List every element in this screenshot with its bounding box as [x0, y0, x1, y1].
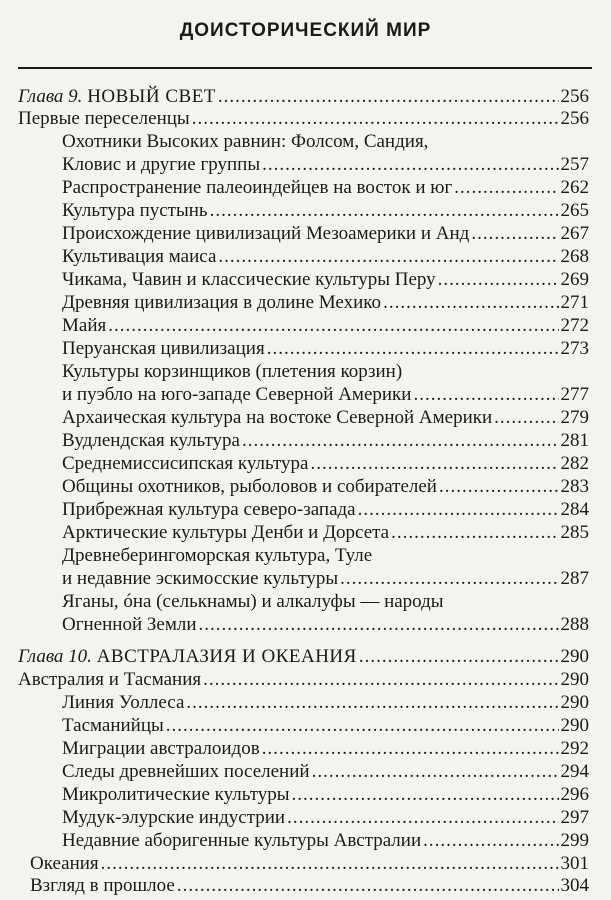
- toc-entry[interactable]: [0, 613, 611, 637]
- page-number: 272: [560, 315, 589, 336]
- entry-title: Перуанская цивилизация: [62, 338, 265, 359]
- toc-entry[interactable]: [0, 475, 611, 499]
- page-number: 290: [560, 715, 589, 736]
- toc-entry[interactable]: [0, 452, 611, 476]
- toc-entry[interactable]: [0, 521, 611, 545]
- entry-title: Взгляд в прошлое: [30, 875, 175, 896]
- leader-dots: [262, 153, 558, 177]
- entry-title: Австралия и Тасмания: [18, 669, 202, 690]
- leader-dots: [108, 314, 558, 338]
- entry-title: Кловис и другие группы: [62, 154, 261, 175]
- toc-entry[interactable]: [0, 268, 611, 292]
- leader-dots: [242, 429, 559, 453]
- page-number: 304: [560, 875, 589, 896]
- page-number: 290: [560, 692, 589, 713]
- leader-dots: [454, 176, 558, 200]
- toc-entry[interactable]: [0, 153, 611, 177]
- toc-entry-first-line[interactable]: Культуры корзинщиков (плетения корзин): [62, 361, 403, 382]
- entry-title: Огненной Земли: [62, 614, 197, 635]
- leader-dots: [267, 337, 559, 361]
- entry-title: Недавние аборигенные культуры Австралии: [62, 830, 422, 851]
- page-number: 271: [560, 292, 589, 313]
- leader-dots: [210, 199, 559, 223]
- chapter-number: Глава 10.: [18, 646, 92, 667]
- page-number: 283: [560, 476, 589, 497]
- chapter-number: Глава 9.: [18, 86, 83, 107]
- entry-title: Культура пустынь: [62, 200, 208, 221]
- toc-chapter-9[interactable]: [0, 85, 611, 109]
- chapter-name: АВСТРАЛАЗИЯ И ОКЕАНИЯ: [96, 646, 357, 667]
- entry-title: Океания: [30, 853, 99, 874]
- toc-entry[interactable]: [0, 291, 611, 315]
- page-number: 269: [560, 269, 589, 290]
- leader-dots: [186, 691, 558, 715]
- entry-title: Майя: [62, 315, 107, 336]
- leader-dots: [494, 406, 558, 430]
- toc-entry[interactable]: [0, 337, 611, 361]
- leader-dots: [312, 760, 559, 784]
- leader-dots: [218, 245, 558, 269]
- leader-dots: [310, 452, 558, 476]
- entry-title: Арктические культуры Денби и Дорсета: [62, 522, 390, 543]
- page-number: 267: [560, 223, 589, 244]
- leader-dots: [203, 668, 558, 692]
- leader-dots: [262, 737, 559, 761]
- page-number: 287: [560, 568, 589, 589]
- toc-entry[interactable]: [0, 199, 611, 223]
- toc-entry[interactable]: [0, 668, 611, 692]
- entry-title: Общины охотников, рыболовов и собирателей: [62, 476, 437, 497]
- entry-title: Миграции австралоидов: [62, 738, 260, 759]
- toc-entry[interactable]: [0, 852, 611, 876]
- entry-title: Прибрежная культура северо-запада: [62, 499, 356, 520]
- toc-entry[interactable]: [0, 783, 611, 807]
- toc-entry[interactable]: [0, 383, 611, 407]
- entry-title: Тасманийцы: [62, 715, 164, 736]
- toc-entry[interactable]: [0, 737, 611, 761]
- page-number: 257: [560, 154, 589, 175]
- entry-title: Распространение палеоиндейцев на восток и юг: [62, 177, 453, 198]
- entry-title: Среднемиссисипская культура: [62, 453, 309, 474]
- page-number: 262: [560, 177, 589, 198]
- toc-chapter-10[interactable]: [0, 645, 611, 669]
- leader-dots: [101, 852, 559, 876]
- entry-title: Чикама, Чавин и классические культуры Перу: [62, 269, 436, 290]
- page-number: 290: [560, 646, 589, 667]
- toc-entry[interactable]: [0, 829, 611, 853]
- entry-title: Следы древнейших поселений: [62, 761, 310, 782]
- leader-dots: [218, 85, 559, 109]
- page-number: 301: [560, 853, 589, 874]
- page-number: 299: [560, 830, 589, 851]
- page-number: 256: [560, 108, 589, 129]
- page-number: 279: [560, 407, 589, 428]
- leader-dots: [471, 222, 558, 246]
- chapter-title: [18, 85, 216, 109]
- toc-entry[interactable]: [0, 714, 611, 738]
- toc-entry[interactable]: [0, 107, 611, 131]
- leader-dots: [292, 783, 559, 807]
- entry-title: Древняя цивилизация в долине Мехико: [62, 292, 382, 313]
- page-number: 290: [560, 669, 589, 690]
- toc-entry-first-line[interactable]: Яганы, óна (селькнамы) и алкалуфы — народы: [62, 591, 444, 612]
- entry-title: Культивация маиса: [62, 246, 217, 267]
- page-number: 292: [560, 738, 589, 759]
- leader-dots: [438, 268, 559, 292]
- toc-entry[interactable]: [0, 429, 611, 453]
- chapter-title: [18, 645, 357, 669]
- toc-entry-first-line[interactable]: Охотники Высоких равнин: Фолсом, Сандия,: [62, 131, 429, 152]
- toc-entry[interactable]: [0, 406, 611, 430]
- entry-title: Вудлендская культура: [62, 430, 240, 451]
- toc-entry[interactable]: [0, 874, 611, 898]
- leader-dots: [413, 383, 558, 407]
- chapter-name: НОВЫЙ СВЕТ: [87, 86, 216, 107]
- leader-dots: [391, 521, 558, 545]
- entry-title: Первые переселенцы: [18, 108, 190, 129]
- leader-dots: [192, 107, 559, 131]
- toc-entry[interactable]: [0, 314, 611, 338]
- entry-title: Микролитические культуры: [62, 784, 290, 805]
- page-number: 297: [560, 807, 589, 828]
- entry-title: Линия Уоллеса: [62, 692, 185, 713]
- leader-dots: [177, 874, 559, 898]
- entry-title: и недавние эскимосские культуры: [62, 568, 339, 589]
- entry-title: и пуэбло на юго-западе Северной Америки: [62, 384, 412, 405]
- toc-entry-first-line[interactable]: Древнеберингоморская культура, Туле: [62, 545, 373, 566]
- toc-entry[interactable]: [0, 691, 611, 715]
- page-number: 294: [560, 761, 589, 782]
- page-number: 273: [560, 338, 589, 359]
- leader-dots: [287, 806, 558, 830]
- leader-dots: [359, 645, 559, 669]
- page-number: 285: [560, 522, 589, 543]
- leader-dots: [166, 714, 559, 738]
- page-number: 282: [560, 453, 589, 474]
- page-number: 268: [560, 246, 589, 267]
- entry-title: Мудук-элурские индустрии: [62, 807, 286, 828]
- page-number: 265: [560, 200, 589, 221]
- entry-title: Происхождение цивилизаций Мезоамерики и Анд: [62, 223, 470, 244]
- leader-dots: [439, 475, 559, 499]
- leader-dots: [423, 829, 558, 853]
- toc-entry[interactable]: [0, 567, 611, 591]
- toc-entry[interactable]: [0, 245, 611, 269]
- page-number: 277: [560, 384, 589, 405]
- toc-entry[interactable]: [0, 806, 611, 830]
- page-number: 284: [560, 499, 589, 520]
- running-header: ДОИСТОРИЧЕСКИЙ МИР: [179, 20, 432, 41]
- leader-dots: [199, 613, 559, 637]
- toc-entry[interactable]: [0, 176, 611, 200]
- leader-dots: [383, 291, 558, 315]
- page-number: 296: [560, 784, 589, 805]
- toc-entry[interactable]: [0, 760, 611, 784]
- page-number: 281: [560, 430, 589, 451]
- page-number: 288: [560, 614, 589, 635]
- toc-entry[interactable]: [0, 222, 611, 246]
- page-number: 256: [560, 86, 589, 107]
- entry-title: Архаическая культура на востоке Северной Америки: [62, 407, 493, 428]
- leader-dots: [340, 567, 558, 591]
- toc-entry[interactable]: [0, 498, 611, 522]
- leader-dots: [358, 498, 559, 522]
